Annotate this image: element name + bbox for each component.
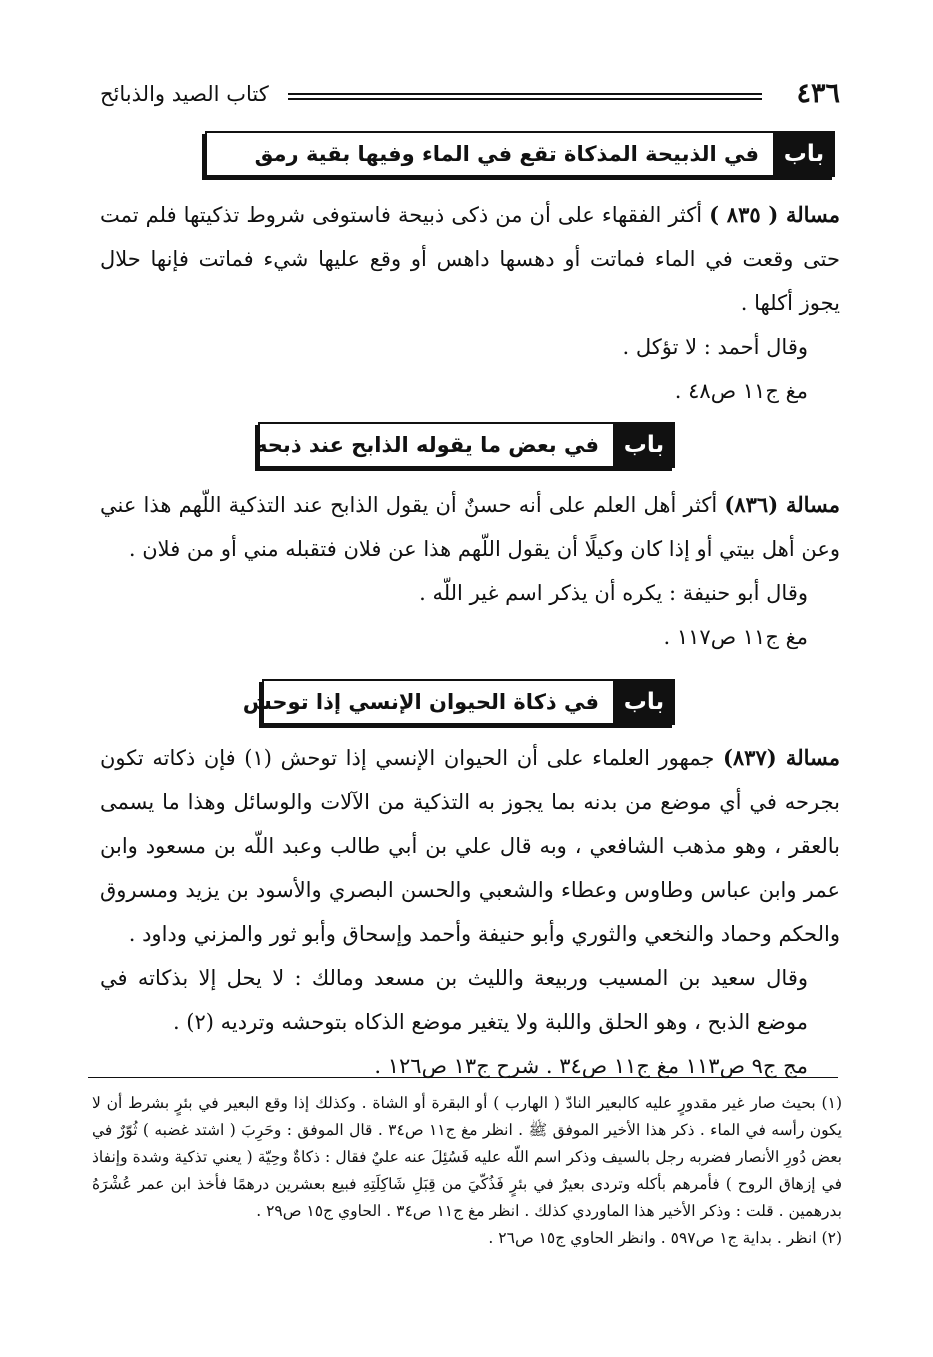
- chapter-tag: باب: [613, 422, 675, 468]
- page-number: ٤٣٦: [796, 78, 840, 109]
- chapter-heading-3: [242, 679, 675, 725]
- reference-line: مج ج٩ ص١١٣ مغ ج١١ ص٣٤ . شرح ج١٣ ص١٢٦ .: [374, 1054, 808, 1078]
- opinion-line: وقال أحمد : لا تؤكل .: [622, 335, 808, 359]
- footnotes: [92, 1090, 842, 1252]
- chapter-title: في بعض ما يقوله الذابح عند ذبحه: [255, 433, 599, 457]
- section-3-text: [100, 736, 840, 1088]
- page-header: [100, 78, 840, 112]
- chapter-heading-1: [205, 131, 835, 177]
- reference-line: مغ ج١١ ص١١٧ .: [663, 625, 808, 649]
- chapter-title: في ذكاة الحيوان الإنسي إذا توحش: [242, 690, 599, 714]
- chapter-tag: باب: [613, 679, 675, 725]
- footnote-1: (١) بحيث صار غير مقدورٍ عليه كالبعير النادّ ( الهارب ) أو البقرة أو الشاة . وكذلك إذا وقع البعير في بئرٍ بشرط أن لا يكون رأسه في الماء . ذكر هذا الأخير الموفق ﷺ . انظر مغ ج١١ ص٣٤ . قال الموفق : وحَرِبَ ( اشتد غضبه ) ثُوّرٌ في بعض دُورِ الأنصار فضربه رجل بالسيف وذكر اسم اللّه عليه فَسُئِلَ عنه عليٌ فقال : ذكاةٌ وحِيّة ( يعني تذكية وشدة وإنفاذ في إزهاق الروح ) فأمرهم بأكله وتردى بعيرٌ في بئرٍ فَذُكّيَ من قِبَلِ شَاكِلَتِهِ فبيع بعشرين درهمًا فأخذ ابن عمر عُشْرَهُ بدرهمين . قلت : وذكر الأخير هذا الماوردي كذلك . انظر مغ ج١١ ص٣٤ . الحاوي ج١٥ ص٢٩ .: [92, 1094, 842, 1220]
- footnote-divider: [88, 1077, 838, 1078]
- issue-paragraph: [100, 193, 840, 325]
- chapter-heading-2: [255, 422, 675, 468]
- issue-label: مسالة (٨٣٧): [722, 745, 840, 770]
- opinion-paragraph: وقال سعيد بن المسيب وربيعة والليث بن مسعد ومالك : لا يحل إلا بذكاته في موضع الذبح ، وهو الحلق واللبة ولا يتغير موضع الذكاه بتوحشه وترديه (٢) .: [100, 966, 808, 1034]
- issue-label: مسالة ( ٨٣٥ ): [709, 202, 840, 227]
- section-1-text: [100, 193, 840, 413]
- issue-paragraph: [100, 483, 840, 571]
- footnote-2: (٢) انظر . بداية ج١ ص٥٩٧ . وانظر الحاوي ج١٥ ص٢٦ .: [488, 1229, 842, 1247]
- issue-body: أكثر الفقهاء على أن من ذكى ذبيحة فاستوفى شروط تذكيتها فلم تمت حتى وقعت في الماء فماتت أو دهسها داهس أو وقع عليها شيء فماتت فإنها حلال يجوز أكلها .: [100, 203, 840, 315]
- header-double-rule: [288, 93, 762, 100]
- reference-line: مغ ج١١ ص٤٨ .: [674, 379, 808, 403]
- issue-label: مسالة (٨٣٦): [724, 492, 840, 517]
- section-2-text: [100, 483, 840, 659]
- chapter-tag: باب: [773, 131, 835, 177]
- issue-body: جمهور العلماء على أن الحيوان الإنسي إذا توحش (١) فإن ذكاته تكون بجرحه في أي موضع من بدنه بما يجوز به التذكية من الآلات والوسائل وهذا ما يسمى بالعقر ، وهو مذهب الشافعي ، وبه قال علي بن أبي طالب وعبد اللّه بن مسعود وابن عمر وابن عباس وطاوس وعطاء والشعبي والحسن البصري والأسود بن يزيد ومسروق والحكم وحماد والنخعي والثوري وأبو حنيفة وأحمد وإسحاق وأبو ثور والمزني وداود .: [100, 746, 840, 946]
- chapter-title: في الذبيحة المذكاة تقع في الماء وفيها بقية رمق: [254, 142, 759, 166]
- issue-paragraph: [100, 736, 840, 956]
- issue-body: أكثر أهل العلم على أنه حسنٌ أن يقول الذابح عند التذكية اللّهم هذا عني وعن أهل بيتي أو إذا كان وكيلًا أن يقول اللّهم هذا عن فلان فتقبله مني أو من فلان .: [100, 493, 840, 561]
- book-title: كتاب الصيد والذبائح: [100, 82, 269, 106]
- opinion-line: وقال أبو حنيفة : يكره أن يذكر اسم غير اللّه .: [419, 581, 808, 605]
